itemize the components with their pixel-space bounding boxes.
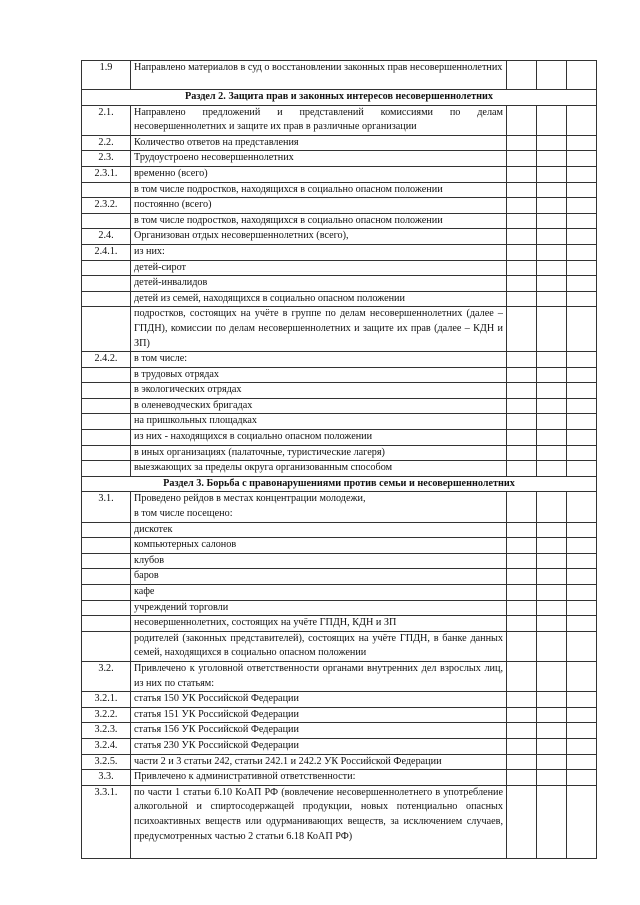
indicator-text: на пришкольных площадках (131, 414, 507, 430)
indicator-text: Организован отдых несовершеннолетних (всего), (131, 229, 507, 245)
value-cell-1[interactable] (507, 61, 537, 90)
value-cell-1[interactable] (507, 198, 537, 214)
value-cell-3[interactable] (567, 166, 597, 182)
value-cell-1[interactable] (507, 291, 537, 307)
value-cell-1[interactable] (507, 770, 537, 786)
value-cell-2[interactable] (537, 707, 567, 723)
row-number (82, 367, 131, 383)
value-cell-3[interactable] (567, 723, 597, 739)
value-cell-2[interactable] (537, 692, 567, 708)
table-row (82, 631, 597, 661)
value-cell-3[interactable] (567, 307, 597, 352)
value-cell-1[interactable] (507, 352, 537, 368)
indicator-text: по части 1 статьи 6.10 КоАП РФ (вовлечение несовершеннолетнего в употребление алкогольной и спиртосодержащей продукции, новых потенциально опасных психоактивных веществ или одурманивающих веществ, за исключением случаев, предусмотренных частью 2 статьи 6.18 КоАП РФ) (131, 785, 507, 858)
value-cell-3[interactable] (567, 553, 597, 569)
row-number: 3.2.1. (82, 692, 131, 708)
value-cell-3[interactable] (567, 754, 597, 770)
section-title: Раздел 2. Защита прав и законных интересов несовершеннолетних (82, 90, 597, 106)
row-number (82, 307, 131, 352)
value-cell-3[interactable] (567, 229, 597, 245)
value-cell-2[interactable] (537, 260, 567, 276)
value-cell-3[interactable] (567, 445, 597, 461)
row-number: 2.3.1. (82, 166, 131, 182)
indicator-text: части 2 и 3 статьи 242, статьи 242.1 и 242.2 УК Российской Федерации (131, 754, 507, 770)
row-number (82, 616, 131, 632)
row-number: 2.2. (82, 135, 131, 151)
value-cell-2[interactable] (537, 600, 567, 616)
value-cell-2[interactable] (537, 492, 567, 522)
report-table (81, 60, 597, 859)
table-row (82, 430, 597, 446)
row-number (82, 260, 131, 276)
row-number: 3.1. (82, 492, 131, 522)
value-cell-2[interactable] (537, 61, 567, 90)
value-cell-2[interactable] (537, 723, 567, 739)
table-row (82, 105, 597, 135)
table-row (82, 229, 597, 245)
value-cell-1[interactable] (507, 707, 537, 723)
row-number: 3.2.2. (82, 707, 131, 723)
value-cell-2[interactable] (537, 229, 567, 245)
value-cell-2[interactable] (537, 414, 567, 430)
value-cell-1[interactable] (507, 383, 537, 399)
row-number (82, 430, 131, 446)
row-number (82, 398, 131, 414)
row-number (82, 383, 131, 399)
table-row (82, 538, 597, 554)
value-cell-3[interactable] (567, 244, 597, 260)
row-number: 3.2.3. (82, 723, 131, 739)
value-cell-2[interactable] (537, 276, 567, 292)
value-cell-3[interactable] (567, 276, 597, 292)
value-cell-3[interactable] (567, 692, 597, 708)
value-cell-3[interactable] (567, 352, 597, 368)
value-cell-1[interactable] (507, 585, 537, 601)
indicator-text: в оленеводческих бригадах (131, 398, 507, 414)
value-cell-2[interactable] (537, 430, 567, 446)
table-row (82, 553, 597, 569)
value-cell-1[interactable] (507, 105, 537, 135)
table-row (82, 569, 597, 585)
value-cell-1[interactable] (507, 244, 537, 260)
value-cell-2[interactable] (537, 785, 567, 858)
indicator-text: баров (131, 569, 507, 585)
indicator-text: постоянно (всего) (131, 198, 507, 214)
row-number (82, 569, 131, 585)
value-cell-1[interactable] (507, 569, 537, 585)
indicator-text: Привлечено к административной ответственности: (131, 770, 507, 786)
table-row (82, 461, 597, 477)
value-cell-3[interactable] (567, 182, 597, 198)
value-cell-2[interactable] (537, 738, 567, 754)
value-cell-3[interactable] (567, 492, 597, 522)
value-cell-3[interactable] (567, 135, 597, 151)
table-row (82, 661, 597, 691)
indicator-text: Количество ответов на представления (131, 135, 507, 151)
table-row (82, 398, 597, 414)
row-number: 3.2. (82, 661, 131, 691)
row-number: 2.4.2. (82, 352, 131, 368)
table-row (82, 352, 597, 368)
value-cell-1[interactable] (507, 754, 537, 770)
table-row (82, 291, 597, 307)
table-row (82, 600, 597, 616)
value-cell-1[interactable] (507, 631, 537, 661)
value-cell-2[interactable] (537, 244, 567, 260)
row-number: 2.4. (82, 229, 131, 245)
indicator-text: временно (всего) (131, 166, 507, 182)
value-cell-2[interactable] (537, 631, 567, 661)
value-cell-3[interactable] (567, 198, 597, 214)
value-cell-3[interactable] (567, 738, 597, 754)
table-row (82, 754, 597, 770)
value-cell-2[interactable] (537, 569, 567, 585)
indicator-text: компьютерных салонов (131, 538, 507, 554)
value-cell-1[interactable] (507, 398, 537, 414)
value-cell-3[interactable] (567, 661, 597, 691)
value-cell-1[interactable] (507, 553, 537, 569)
section-title: Раздел 3. Борьба с правонарушениями против семьи и несовершеннолетних (82, 476, 597, 492)
table-row (82, 492, 597, 522)
table-row (82, 785, 597, 858)
row-number (82, 631, 131, 661)
table-row (82, 445, 597, 461)
value-cell-1[interactable] (507, 276, 537, 292)
value-cell-1[interactable] (507, 414, 537, 430)
indicator-text: кафе (131, 585, 507, 601)
table-row (82, 692, 597, 708)
value-cell-3[interactable] (567, 569, 597, 585)
value-cell-1[interactable] (507, 723, 537, 739)
row-number: 2.3. (82, 151, 131, 167)
row-number: 2.4.1. (82, 244, 131, 260)
indicator-text: Трудоустроено несовершеннолетних (131, 151, 507, 167)
value-cell-2[interactable] (537, 166, 567, 182)
value-cell-2[interactable] (537, 105, 567, 135)
value-cell-2[interactable] (537, 151, 567, 167)
value-cell-3[interactable] (567, 383, 597, 399)
row-number: 3.2.5. (82, 754, 131, 770)
indicator-text: в том числе подростков, находящихся в социально опасном положении (131, 213, 507, 229)
indicator-text: статья 230 УК Российской Федерации (131, 738, 507, 754)
value-cell-2[interactable] (537, 367, 567, 383)
value-cell-2[interactable] (537, 538, 567, 554)
table-row (82, 414, 597, 430)
value-cell-3[interactable] (567, 105, 597, 135)
value-cell-2[interactable] (537, 307, 567, 352)
table-row (82, 166, 597, 182)
value-cell-3[interactable] (567, 631, 597, 661)
row-number (82, 414, 131, 430)
indicator-text: выезжающих за пределы округа организованным способом (131, 461, 507, 477)
indicator-text: из них - находящихся в социально опасном положении (131, 430, 507, 446)
value-cell-3[interactable] (567, 600, 597, 616)
table-row (82, 260, 597, 276)
value-cell-1[interactable] (507, 135, 537, 151)
table-row (82, 738, 597, 754)
value-cell-1[interactable] (507, 661, 537, 691)
value-cell-1[interactable] (507, 367, 537, 383)
row-number (82, 445, 131, 461)
row-number: 3.2.4. (82, 738, 131, 754)
indicator-text: Направлено предложений и представлений комиссиями по делам несовершеннолетних и защите их прав в различные организации (131, 105, 507, 135)
value-cell-1[interactable] (507, 182, 537, 198)
value-cell-3[interactable] (567, 770, 597, 786)
value-cell-3[interactable] (567, 260, 597, 276)
value-cell-3[interactable] (567, 785, 597, 858)
row-number: 3.3. (82, 770, 131, 786)
value-cell-2[interactable] (537, 383, 567, 399)
value-cell-3[interactable] (567, 538, 597, 554)
row-number: 2.1. (82, 105, 131, 135)
value-cell-2[interactable] (537, 291, 567, 307)
value-cell-2[interactable] (537, 553, 567, 569)
value-cell-3[interactable] (567, 616, 597, 632)
value-cell-1[interactable] (507, 738, 537, 754)
section-header-row (82, 476, 597, 492)
table-row (82, 213, 597, 229)
indicator-text: Привлечено к уголовной ответственности органами внутренних дел взрослых лиц, из них по статьям: (131, 661, 507, 691)
value-cell-3[interactable] (567, 522, 597, 538)
indicator-text: Проведено рейдов в местах концентрации молодежи, в том числе посещено: (131, 492, 507, 522)
value-cell-2[interactable] (537, 198, 567, 214)
table-row (82, 276, 597, 292)
indicator-text: в трудовых отрядах (131, 367, 507, 383)
row-number (82, 553, 131, 569)
row-number (82, 522, 131, 538)
value-cell-3[interactable] (567, 430, 597, 446)
table-row (82, 616, 597, 632)
row-number (82, 276, 131, 292)
table-row (82, 383, 597, 399)
table-row (82, 723, 597, 739)
value-cell-2[interactable] (537, 754, 567, 770)
row-number: 1.9 (82, 61, 131, 90)
value-cell-3[interactable] (567, 707, 597, 723)
value-cell-2[interactable] (537, 770, 567, 786)
value-cell-1[interactable] (507, 213, 537, 229)
table-row (82, 707, 597, 723)
value-cell-2[interactable] (537, 213, 567, 229)
row-number (82, 600, 131, 616)
value-cell-1[interactable] (507, 229, 537, 245)
row-number (82, 585, 131, 601)
indicator-text: из них: (131, 244, 507, 260)
value-cell-3[interactable] (567, 213, 597, 229)
value-cell-1[interactable] (507, 492, 537, 522)
value-cell-2[interactable] (537, 461, 567, 477)
value-cell-1[interactable] (507, 151, 537, 167)
table-row (82, 367, 597, 383)
report-table-body (82, 61, 597, 859)
value-cell-1[interactable] (507, 522, 537, 538)
table-row (82, 182, 597, 198)
value-cell-1[interactable] (507, 692, 537, 708)
row-number (82, 291, 131, 307)
indicator-text: несовершеннолетних, состоящих на учёте ГПДН, КДН и ЗП (131, 616, 507, 632)
value-cell-3[interactable] (567, 291, 597, 307)
table-row (82, 61, 597, 90)
table-row (82, 151, 597, 167)
value-cell-2[interactable] (537, 585, 567, 601)
value-cell-3[interactable] (567, 585, 597, 601)
table-row (82, 135, 597, 151)
indicator-text: детей-сирот (131, 260, 507, 276)
indicator-text: в экологических отрядах (131, 383, 507, 399)
row-number (82, 213, 131, 229)
indicator-text: дискотек (131, 522, 507, 538)
value-cell-2[interactable] (537, 352, 567, 368)
indicator-text: Направлено материалов в суд о восстановлении законных прав несовершеннолетних (131, 61, 507, 90)
row-number (82, 182, 131, 198)
row-number (82, 538, 131, 554)
indicator-text: учреждений торговли (131, 600, 507, 616)
value-cell-1[interactable] (507, 430, 537, 446)
indicator-text: клубов (131, 553, 507, 569)
value-cell-1[interactable] (507, 445, 537, 461)
indicator-text: в том числе подростков, находящихся в социально опасном положении (131, 182, 507, 198)
value-cell-2[interactable] (537, 182, 567, 198)
value-cell-1[interactable] (507, 616, 537, 632)
value-cell-3[interactable] (567, 151, 597, 167)
row-number: 2.3.2. (82, 198, 131, 214)
indicator-text: подростков, состоящих на учёте в группе по делам несовершеннолетних (далее – ГПДН), комиссии по делам несовершеннолетних и защите их прав (далее – КДН и ЗП) (131, 307, 507, 352)
value-cell-1[interactable] (507, 785, 537, 858)
indicator-text: в том числе: (131, 352, 507, 368)
row-number (82, 461, 131, 477)
value-cell-3[interactable] (567, 414, 597, 430)
value-cell-2[interactable] (537, 398, 567, 414)
table-row (82, 307, 597, 352)
table-row (82, 198, 597, 214)
value-cell-1[interactable] (507, 260, 537, 276)
table-row (82, 244, 597, 260)
indicator-text: статья 150 УК Российской Федерации (131, 692, 507, 708)
indicator-text: детей из семей, находящихся в социально опасном положении (131, 291, 507, 307)
indicator-text: детей-инвалидов (131, 276, 507, 292)
value-cell-1[interactable] (507, 538, 537, 554)
value-cell-1[interactable] (507, 166, 537, 182)
value-cell-1[interactable] (507, 307, 537, 352)
indicator-text: родителей (законных представителей), состоящих на учёте ГПДН, в банке данных семей, находящихся в социально опасном положении (131, 631, 507, 661)
value-cell-3[interactable] (567, 461, 597, 477)
indicator-text: статья 156 УК Российской Федерации (131, 723, 507, 739)
value-cell-1[interactable] (507, 461, 537, 477)
value-cell-3[interactable] (567, 61, 597, 90)
value-cell-2[interactable] (537, 135, 567, 151)
indicator-text: в иных организациях (палаточные, туристические лагеря) (131, 445, 507, 461)
table-row (82, 585, 597, 601)
value-cell-3[interactable] (567, 367, 597, 383)
indicator-text: статья 151 УК Российской Федерации (131, 707, 507, 723)
value-cell-3[interactable] (567, 398, 597, 414)
table-row (82, 522, 597, 538)
value-cell-2[interactable] (537, 616, 567, 632)
value-cell-1[interactable] (507, 600, 537, 616)
value-cell-2[interactable] (537, 522, 567, 538)
value-cell-2[interactable] (537, 445, 567, 461)
value-cell-2[interactable] (537, 661, 567, 691)
row-number: 3.3.1. (82, 785, 131, 858)
table-row (82, 770, 597, 786)
section-header-row (82, 90, 597, 106)
